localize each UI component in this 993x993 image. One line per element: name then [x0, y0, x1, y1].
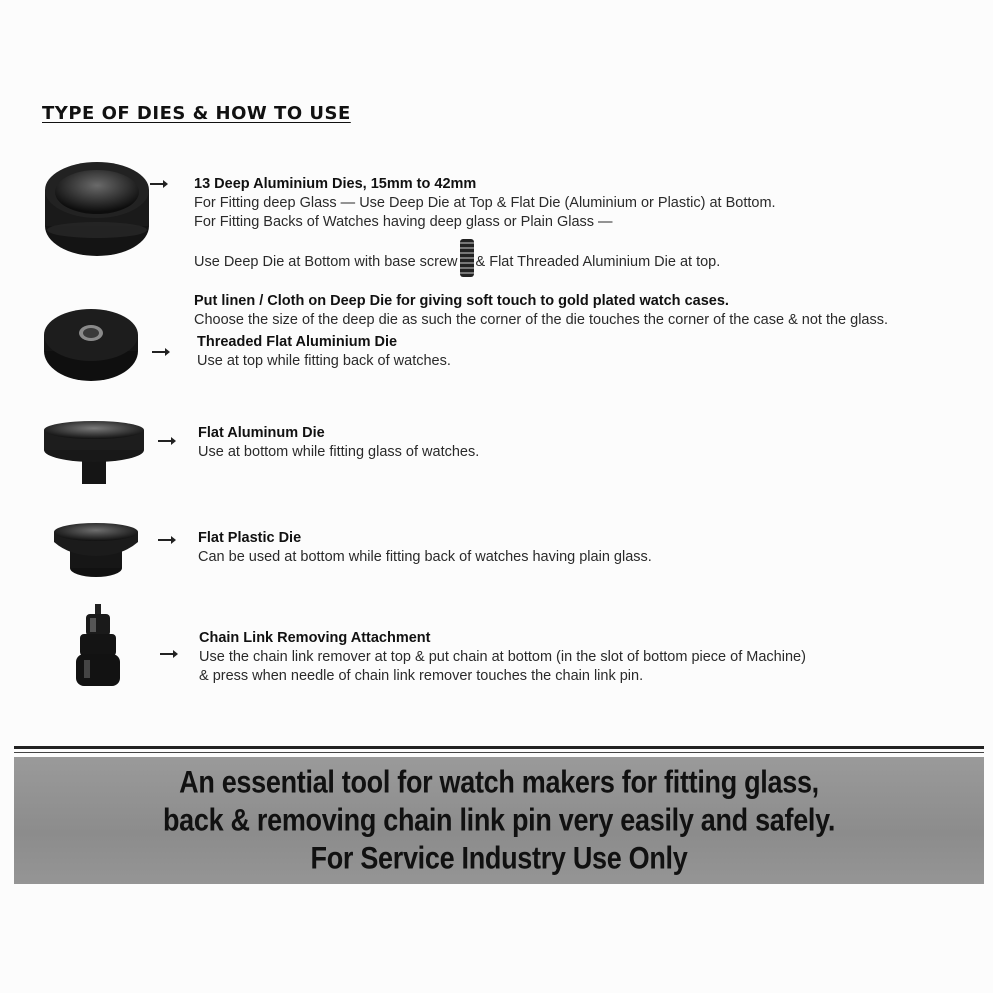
- screw-text-before: Use Deep Die at Bottom with base screw: [194, 253, 458, 270]
- item-line-screw: [194, 249, 888, 275]
- pointer-arrow-icon: [158, 440, 172, 442]
- banner-line: For Service Industry Use Only: [310, 840, 688, 876]
- item-title: Flat Plastic Die: [198, 530, 302, 546]
- screw-text-after: & Flat Threaded Aluminium Die at top.: [475, 253, 721, 270]
- item-flat-plastic-die: [198, 529, 652, 567]
- footer-banner: [14, 757, 984, 884]
- banner-line: An essential tool for watch makers for fitting glass,: [179, 764, 819, 800]
- item-chain-link-remover: [199, 629, 806, 686]
- divider: [14, 746, 984, 749]
- item-title: Threaded Flat Aluminium Die: [197, 334, 398, 350]
- threaded-flat-die-icon: [42, 305, 140, 383]
- deep-die-icon: [42, 160, 152, 260]
- chain-link-remover-icon: [72, 604, 124, 688]
- pointer-arrow-icon: [158, 539, 172, 541]
- item-line: Use at bottom while fitting glass of watches.: [198, 444, 480, 460]
- pointer-arrow-icon: [150, 183, 164, 185]
- item-line: Use at top while fitting back of watches.: [197, 353, 451, 369]
- divider: [14, 752, 984, 753]
- base-screw-icon: [460, 239, 474, 277]
- pointer-arrow-icon: [152, 351, 166, 353]
- item-line: Can be used at bottom while fitting back of watches having plain glass.: [198, 549, 652, 565]
- item-line: For Fitting deep Glass — Use Deep Die at Top & Flat Die (Aluminium or Plastic) at Bottom.: [194, 195, 776, 211]
- page-title: TYPE OF DIES & HOW TO USE: [42, 103, 351, 124]
- item-deep-die: [194, 175, 888, 330]
- item-title: Chain Link Removing Attachment: [199, 630, 431, 646]
- item-threaded-flat-die: [197, 333, 451, 371]
- flat-plastic-die-icon: [52, 520, 140, 580]
- item-note-line: Choose the size of the deep die as such the corner of the die touches the corner of the case & not the glass.: [194, 312, 889, 328]
- item-title: 13 Deep Aluminium Dies, 15mm to 42mm: [194, 176, 477, 192]
- pointer-arrow-icon: [160, 653, 174, 655]
- item-line: For Fitting Backs of Watches having deep glass or Plain Glass —: [194, 214, 613, 230]
- item-line: Use the chain link remover at top & put chain at bottom (in the slot of bottom piece of Machine): [199, 649, 806, 665]
- item-note-title: Put linen / Cloth on Deep Die for giving soft touch to gold plated watch cases.: [194, 293, 729, 309]
- item-title: Flat Aluminum Die: [198, 425, 325, 441]
- item-line: & press when needle of chain link remover touches the chain link pin.: [199, 668, 644, 684]
- item-flat-aluminium-die: [198, 424, 479, 462]
- banner-line: back & removing chain link pin very easily and safely.: [162, 802, 836, 838]
- flat-aluminium-die-icon: [42, 418, 147, 488]
